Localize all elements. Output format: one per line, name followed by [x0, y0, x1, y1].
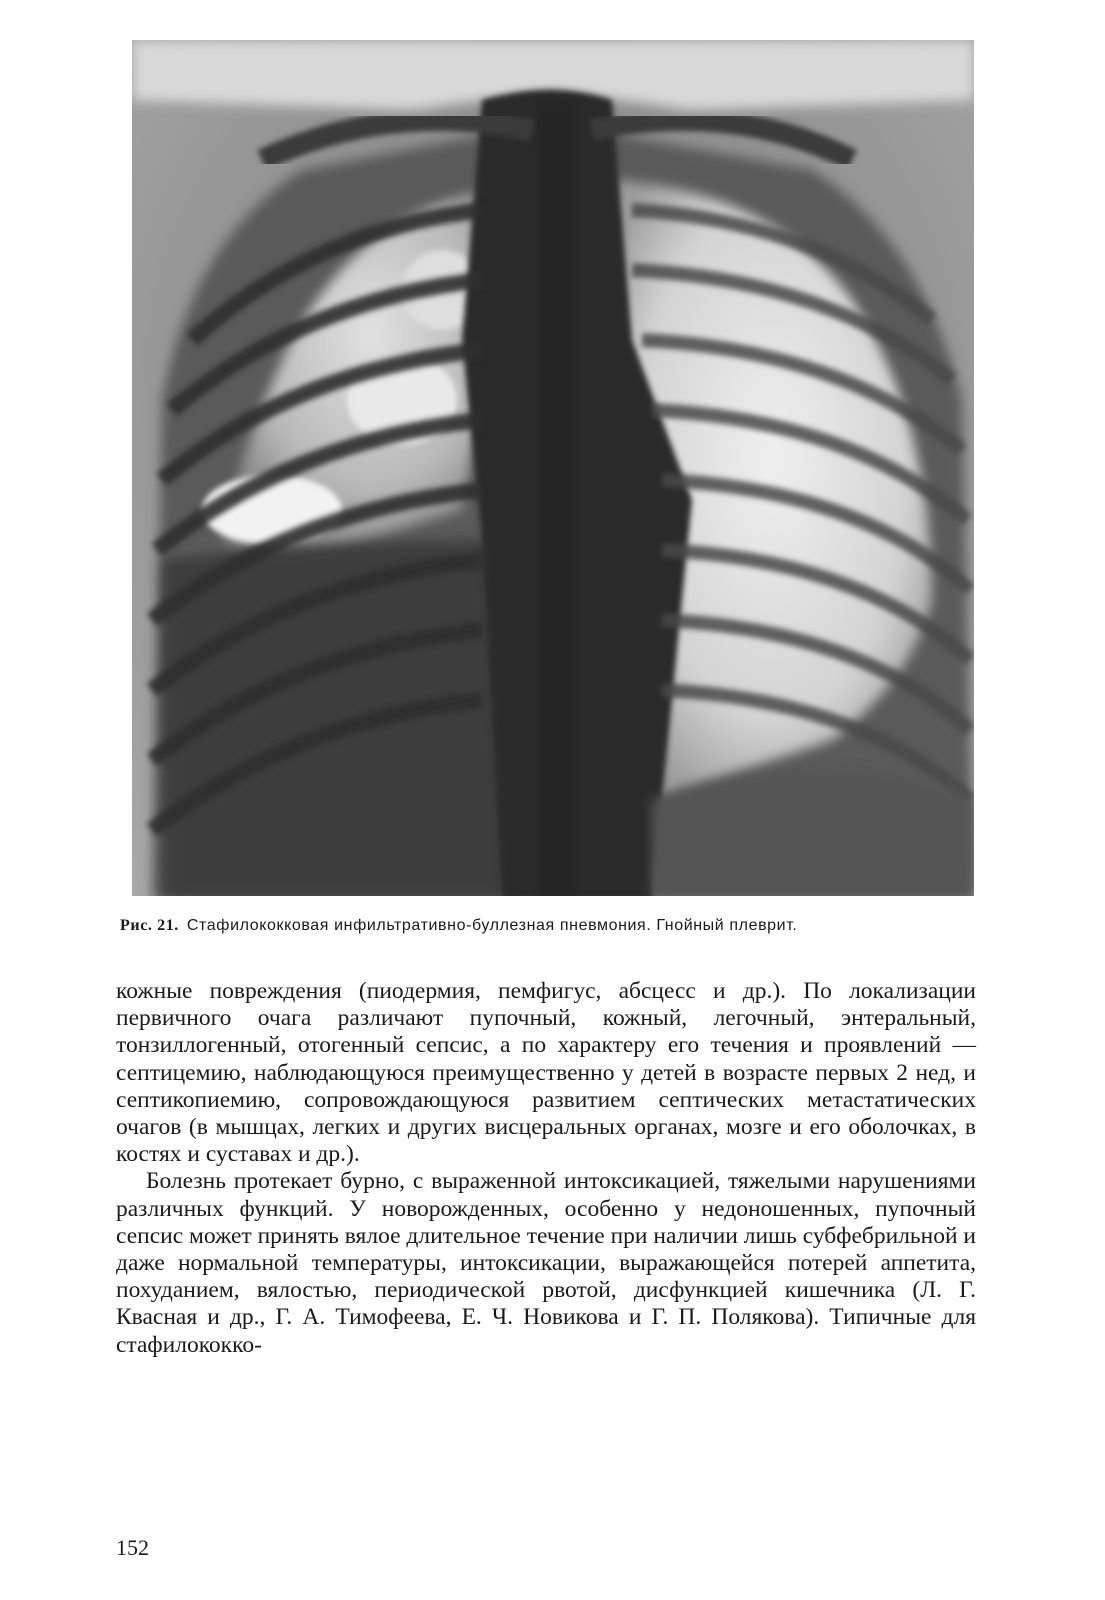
page-number: 152 — [116, 1535, 149, 1560]
figure-label: Рис. 21. — [120, 917, 179, 934]
body-text — [116, 978, 976, 1359]
chest-xray-image — [132, 40, 974, 896]
paragraph: Болезнь протекает бурно, с выраженной интоксикацией, тяжелыми нарушениями различных функций. У новорожденных, особенно у недоношенных, пупочный сепсис может принять вялое длительное течение при наличии лишь субфебрильной и даже нормальной температуры, интоксикации, выражающейся потерей аппетита, похуданием, вялостью, периодической рвотой, дисфункцией кишечника (Л. Г. Квасная и др., Г. А. Тимофеева, Е. Ч. Новикова и Г. П. Полякова). Типичные для стафилококко- — [116, 1168, 976, 1358]
paragraph: кожные повреждения (пиодермия, пемфигус, абсцесс и др.). По локализации первичного очага различают пупочный, кожный, легочный, энтеральный, тонзиллогенный, отогенный сепсис, а по характеру его течения и проявлений — септицемию, наблюдающуюся преимущественно у детей в возрасте первых 2 нед, и септикопиемию, сопровождающуюся развитием септических метастатических очагов (в мышцах, легких и других висцеральных органах, мозге и его оболочках, в костях и суставах и др.). — [116, 978, 976, 1168]
figure-caption — [120, 917, 1000, 935]
xray-illustration — [132, 40, 974, 896]
figure-caption-text: Стафилококковая инфильтративно-буллезная пневмония. Гнойный плеврит. — [186, 917, 798, 934]
